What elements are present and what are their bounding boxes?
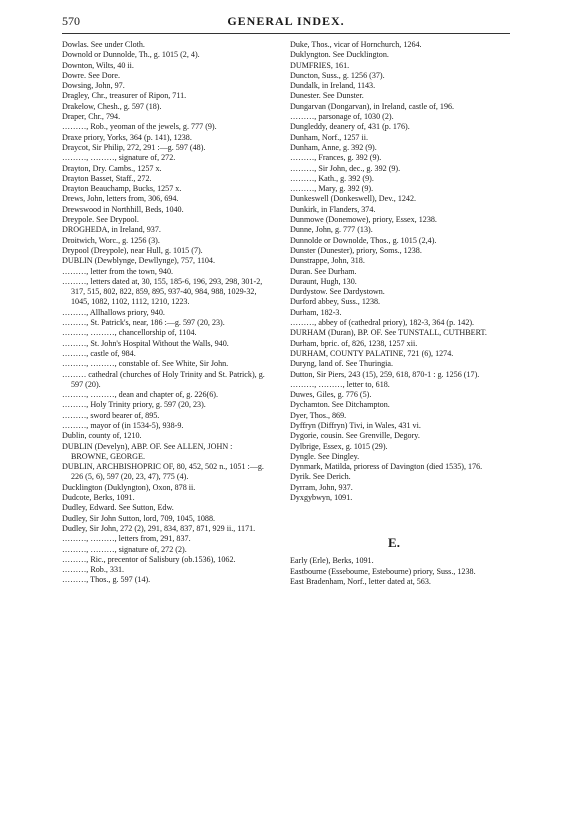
index-entry: Dreypole. See Drypool.	[62, 215, 139, 225]
index-entry: Drayton Beauchamp, Bucks, 1257 x.	[62, 184, 182, 194]
index-entry: Dynmark, Matilda, prioress of Davington (died 1535), 176.	[290, 462, 483, 472]
index-entry: Drayton Basset, Staff., 272.	[62, 173, 152, 183]
section-letter-e: E.	[388, 535, 400, 551]
index-entry: Dowre. See Dore.	[62, 70, 120, 80]
index-entry: Dowsing, John, 97.	[62, 81, 125, 91]
index-entry: Duran. See Durham.	[290, 266, 357, 276]
index-entry: Downton, Wilts, 40 ii.	[62, 60, 134, 70]
index-entry: ………, ………, letters from, 291, 837.	[62, 534, 191, 544]
page-title: GENERAL INDEX.	[227, 14, 345, 28]
index-entry: Duncton, Suss., g. 1256 (37).	[290, 70, 385, 80]
index-entry: Dragley, Chr., treasurer of Ripon, 711.	[62, 91, 187, 101]
index-entry: DUBLIN (Dewblynge, Dewllynge), 757, 1104.	[62, 256, 216, 266]
index-entry: ………, letters dated at, 30, 155, 185-6, 196, 293, 298, 301-2, 317, 515, 802, 822, 859, 895, 937-40, 984, 988, 1029-32, 1045, 1082, 1102, 1112, 1210, 1223.	[62, 276, 263, 307]
index-column-right	[290, 40, 498, 587]
index-entry: ………, sword bearer of, 895.	[62, 410, 160, 420]
index-entry: Dyrram, John, 937.	[290, 482, 353, 492]
index-entry: Dyxgybwyn, 1091.	[290, 493, 353, 503]
index-entry: Drypool (Dreypole), near Hull, g. 1015 (7).	[62, 245, 203, 255]
index-entry: ………, mayor of (in 1534-5), 938-9.	[62, 420, 184, 430]
index-entry: ………, Rob., yeoman of the jewels, g. 777 (9).	[62, 122, 217, 132]
index-entry: Dyffryn (Diffryn) Tivi, in Wales, 431 vi.	[290, 420, 421, 430]
index-entry: ………, ………, constable of. See White, Sir John.	[62, 359, 229, 369]
index-entry: Dublin, county of, 1210.	[62, 431, 142, 441]
index-entry: Drews, John, letters from, 306, 694.	[62, 194, 179, 204]
index-entry: Duklyngton. See Ducklington.	[290, 50, 389, 60]
index-entry: ………, ………, letter to, 618.	[290, 379, 390, 389]
index-entry: Early (Erle), Berks, 1091.	[290, 556, 374, 566]
index-entry: Dunster (Dunester), priory, Soms., 1238.	[290, 245, 422, 255]
index-entry: Dylbrige, Essex, g. 1015 (29).	[290, 441, 388, 451]
index-entry: ………, Mary, g. 392 (9).	[290, 184, 374, 194]
index-entry: Draxe priory, Yorks, 364 (p. 141), 1238.	[62, 132, 192, 142]
index-entry: Dungleddy, deanery of, 431 (p. 176).	[290, 122, 410, 132]
index-entry: ………, Rob., 331.	[62, 565, 125, 575]
index-entry: ………, Kath., g. 392 (9).	[290, 173, 374, 183]
page-number: 570	[62, 14, 80, 28]
index-entry: Durham, bpric. of, 826, 1238, 1257 xii.	[290, 338, 418, 348]
index-entry: Durham, 182-3.	[290, 307, 342, 317]
index-entry: Drayton, Dry. Cambs., 1257 x.	[62, 163, 162, 173]
index-entry: ………, St. John's Hospital Without the Walls, 940.	[62, 338, 229, 348]
index-entry: Dygorie, cousin. See Grenville, Degory.	[290, 431, 420, 441]
index-entry: Dunester. See Dunster.	[290, 91, 364, 101]
index-entry: ………, letter from the town, 940.	[62, 266, 174, 276]
index-entry: DUBLIN (Develyn), ABP. OF. See ALLEN, JOHN : BROWNE, GEORGE.	[62, 441, 233, 461]
index-entry: ………, ………, signature of, 272.	[62, 153, 176, 163]
index-entry: Dudley, Edward. See Sutton, Edw.	[62, 503, 174, 513]
index-entry: Dunne, John, g. 777 (13).	[290, 225, 373, 235]
index-entry: Durford abbey, Suss., 1238.	[290, 297, 381, 307]
index-entry: Dundalk, in Ireland, 1143.	[290, 81, 376, 91]
right-entries-list	[290, 40, 498, 503]
index-entry: Dowlas. See under Cloth.	[62, 40, 145, 49]
header-rule	[62, 33, 510, 34]
index-entry: ………, Allhallows priory, 940.	[62, 307, 165, 317]
index-entry: Draycot, Sir Philip, 272, 291 :—g. 597 (48).	[62, 142, 206, 152]
index-entry: ……… cathedral (churches of Holy Trinity and St. Patrick), g. 597 (20).	[62, 369, 265, 389]
index-entry: ………, Frances, g. 392 (9).	[290, 153, 382, 163]
index-entry: ………, Thos., g. 597 (14).	[62, 575, 151, 585]
index-entry: ………, St. Patrick's, near, 186 :—g. 597 (20, 23).	[62, 318, 225, 328]
index-entry: Downold or Dunnolde, Th., g. 1015 (2, 4).	[62, 50, 200, 60]
e-entries-list	[290, 556, 498, 587]
index-entry: ………, ………, chancellorship of, 1104.	[62, 328, 197, 338]
index-entry: ………, Holy Trinity priory, g. 597 (20, 23).	[62, 400, 206, 410]
index-entry: East Bradenham, Norf., letter dated at, 563.	[290, 576, 431, 586]
index-entry: Drewswood in Northhill, Beds, 1040.	[62, 204, 184, 214]
index-entry: Duraunt, Hugh, 130.	[290, 276, 357, 286]
index-entry: DUMFRIES, 161.	[290, 60, 350, 70]
index-entry: Dyrik. See Derich.	[290, 472, 351, 482]
index-entry: Dyer, Thos., 869.	[290, 410, 347, 420]
index-entry: Dunmowe (Donemowe), priory, Essex, 1238.	[290, 215, 437, 225]
index-entry: Duke, Thos., vicar of Hornchurch, 1264.	[290, 40, 422, 49]
index-entry: ………, ………, dean and chapter of, g. 226(6).	[62, 390, 218, 400]
index-entry: Dunnolde or Downolde, Thos., g. 1015 (2,4).	[290, 235, 437, 245]
index-entry: Dunham, Anne, g. 392 (9).	[290, 142, 377, 152]
index-entry: Dunstrappe, John, 318.	[290, 256, 365, 266]
index-entry: DURHAM, COUNTY PALATINE, 721 (6), 1274.	[290, 348, 454, 358]
index-entry: Drakelow, Chesh., g. 597 (18).	[62, 101, 162, 111]
index-entry: Draper, Chr., 794.	[62, 112, 121, 122]
section-spacer	[290, 503, 498, 523]
index-entry: DURHAM (Duran), BP. OF. See TUNSTALL, CUTHBERT.	[290, 328, 487, 338]
index-entry: Dudley, Sir John Sutton, lord, 709, 1045, 1088.	[62, 513, 216, 523]
index-entry: Dunham, Norf., 1257 ii.	[290, 132, 369, 142]
index-entry: Droitwich, Worc., g. 1256 (3).	[62, 235, 160, 245]
index-column-left	[62, 40, 270, 586]
index-entry: ………, ………, signature of, 272 (2).	[62, 544, 187, 554]
index-entry: Duryng, land of. See Thuringia.	[290, 359, 394, 369]
index-entry: DROGHEDA, in Ireland, 937.	[62, 225, 161, 235]
index-entry: Ducklington (Duklyngton), Oxon, 878 ii.	[62, 482, 196, 492]
index-entry: ………, castle of, 984.	[62, 348, 136, 358]
index-entry: Dychamton. See Ditchampton.	[290, 400, 390, 410]
index-entry: Dudley, Sir John, 272 (2), 291, 834, 837, 871, 929 ii., 1171.	[62, 523, 256, 533]
index-entry: Eastbourne (Esseboume, Estebourne) priory, Suss., 1238.	[290, 566, 476, 576]
index-entry: ………, abbey of (cathedral priory), 182-3, 364 (p. 142).	[290, 318, 475, 328]
index-entry: ………, Sir John, dec., g. 392 (9).	[290, 163, 401, 173]
index-entry: Dutton, Sir Piers, 243 (15), 259, 618, 870-1 : g. 1256 (17).	[290, 369, 480, 379]
index-entry: Dungarvan (Dongarvan), in Ireland, castle of, 196.	[290, 101, 455, 111]
index-entry: Dudcote, Berks, 1091.	[62, 493, 135, 503]
index-entry: Durdystow. See Dardystown.	[290, 287, 385, 297]
index-entry: Dunkirk, in Flanders, 374.	[290, 204, 376, 214]
index-entry: Dyngle. See Dingley.	[290, 451, 360, 461]
index-entry: ………, Ric., precentor of Salisbury (ob.1536), 1062.	[62, 554, 236, 564]
index-entry: ………, parsonage of, 1030 (2).	[290, 112, 394, 122]
index-entry: DUBLIN, ARCHBISHOPRIC OF, 80, 452, 502 n., 1051 :—g. 226 (5, 6), 597 (20, 23, 47), 775 (4).	[62, 462, 264, 482]
index-entry: Duwes, Giles, g. 776 (5).	[290, 390, 372, 400]
page-header	[62, 14, 510, 30]
index-entry: Dunkeswell (Donkeswell), Dev., 1242.	[290, 194, 417, 204]
